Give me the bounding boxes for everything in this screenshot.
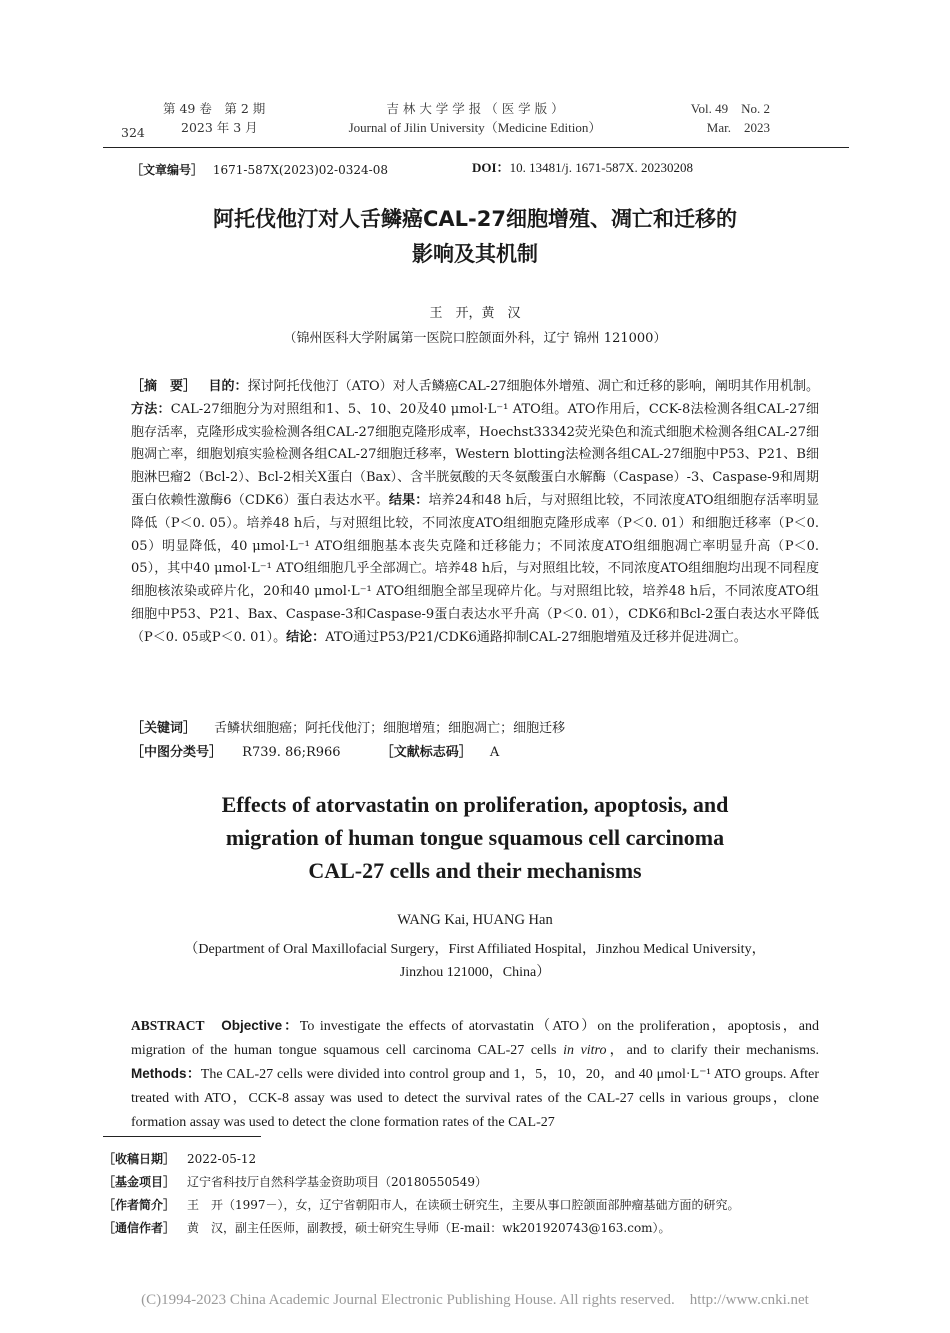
- footnote-text: 王 开（1997－），女，辽宁省朝阳市人，在读硕士研究生，主要从事口腔颌面部肿瘤基础方面的研究。: [187, 1198, 740, 1212]
- classification: [131, 742, 499, 764]
- footnote-received: [103, 1148, 256, 1171]
- page-number: 324: [121, 125, 145, 140]
- authors-cn: 王 开，黄 汉: [429, 306, 521, 321]
- doc-code-value: A: [489, 745, 500, 760]
- header-journal-en: Journal of Jilin University（Medicine Edition）: [348, 120, 602, 135]
- footnote-label: ［基金项目］: [103, 1175, 176, 1189]
- abstract-en-objective-a: To investigate the effects of atorvastatin（ATO）on the proliferation，apoptosis，and migration of the human tongue squamous cell carcinoma CAL-27 cells: [131, 1019, 820, 1058]
- doi-value: 10. 13481/j. 1671-587X. 20230208: [509, 160, 694, 175]
- keywords-cn: [131, 718, 565, 740]
- abstract-cn-label: ［摘 要］: [131, 379, 197, 394]
- keywords-cn-text: 舌鳞状细胞癌；阿托伐他汀；细胞增殖；细胞凋亡；细胞迁移: [214, 721, 566, 736]
- footnote-text: 辽宁省科技厅自然科学基金资助项目（20180550549）: [187, 1175, 487, 1189]
- affiliation-en-line1: （Department of Oral Maxillofacial Surgery，First Affiliated Hospital，Jinzhou Medical University，: [184, 942, 766, 957]
- abstract-en-methods: The CAL-27 cells were divided into control group and 1，5，10，20，and 40 μmol·L⁻¹ ATO groups. After treated with ATO，CCK-8 assay was used to detect the survival rates of the CAL-27 cells in various groups，clone formation assay was used to detect the clone formation rates of the CAL-27: [131, 1067, 819, 1130]
- article-number-label: ［文章编号］: [131, 163, 204, 177]
- affiliation-en-line2: Jinzhou 121000，China）: [399, 965, 551, 980]
- footnote-label: ［通信作者］: [103, 1221, 176, 1235]
- footnote-text: 2022-05-12: [187, 1152, 257, 1166]
- abstract-cn-methods: CAL-27细胞分为对照组和1、5、10、20及40 μmol·L⁻¹ ATO组。ATO作用后，CCK-8法检测各组CAL-27细胞存活率，克隆形成实验检测各组CAL-27细胞克隆形成率，Hoechst33342荧光染色和流式细胞术检测各组CAL-27细胞凋亡率，细胞划痕实验检测各组CAL-27细胞迁移率，Western blotting法检测各组CAL-27细胞中P53、P21、B细胞淋巴瘤2（Bcl-2）、Bcl-2相关X蛋白（Bax）、含半胱氨酸的天冬氨酸蛋白水解酶（Caspase）-3、Caspase-9和周期蛋白依赖性激酶6（CDK6）蛋白表达水平。: [131, 401, 819, 508]
- footnote-label: ［收稿日期］: [103, 1152, 176, 1166]
- article-number-value: 1671-587X(2023)02-0324-08: [212, 163, 388, 177]
- authors-en: WANG Kai, HUANG Han: [397, 912, 553, 928]
- abstract-cn-objective: 探讨阿托伐他汀（ATO）对人舌鳞癌CAL-27细胞体外增殖、凋亡和迁移的影响，阐明其作用机制。: [247, 379, 819, 394]
- doi-label: DOI：: [472, 160, 510, 175]
- header-date-cn: 2023 年 3 月: [181, 120, 258, 135]
- header-volume-cn: 第 49 卷 第 2 期: [163, 101, 266, 116]
- title-en-line3: CAL-27 cells and their mechanisms: [308, 858, 642, 883]
- keywords-cn-label: ［关键词］: [131, 721, 197, 736]
- title-en-line1: Effects of atorvastatin on proliferation, apoptosis, and: [221, 792, 729, 817]
- header-journal-cn: 吉 林 大 学 学 报 （ 医 学 版 ）: [386, 101, 564, 116]
- abstract-cn-results: 培养24和48 h后，与对照组比较，不同浓度ATO组细胞存活率明显降低（P＜0. 05）。培养48 h后，与对照组比较，不同浓度ATO组细胞克隆形成率（P＜0. 01）和细胞迁移率（P＜0. 05）明显降低，40 μmol·L⁻¹ ATO组细胞基本丧失克隆和迁移能力；不同浓度ATO组细胞凋亡率明显升高（P＜0. 05），其中40 μmol·L⁻¹ ATO组细胞几乎全部凋亡。培养48 h后，与对照组比较，不同浓度ATO组细胞均出现不同程度细胞核浓染或碎片化，20和40 μmol·L⁻¹ ATO组细胞全部呈现碎片化。与对照组比较，培养48 h后，不同浓度ATO组细胞中P53、P21、Bax、Caspase-3和Caspase-9蛋白表达水平升高（P＜0. 01），CDK6和Bcl-2蛋白表达水平降低（P＜0. 05或P＜0. 01）。: [131, 492, 819, 645]
- footnote-corresponding: [103, 1217, 671, 1240]
- clc-label: ［中图分类号］: [131, 745, 223, 760]
- abstract-cn: [131, 376, 819, 650]
- copyright-footer: (C)1994-2023 China Academic Journal Electronic Publishing House. All rights reserved. http://www.cnki.net: [141, 1292, 809, 1308]
- footnote-author: [103, 1194, 740, 1217]
- abstract-cn-objective-label: 目的：: [208, 379, 248, 394]
- header-date-en: Mar. 2023: [706, 120, 770, 135]
- abstract-en-objective-b: ，and to clarify their mechanisms.: [606, 1042, 820, 1058]
- clc-value: R739. 86;R966: [242, 745, 341, 760]
- abstract-cn-conclusion: ATO通过P53/P21/CDK6通路抑制CAL-27细胞增殖及迁移并促进凋亡。: [325, 629, 747, 645]
- article-number: [131, 160, 388, 180]
- abstract-en-label: ABSTRACT: [131, 1018, 205, 1033]
- abstract-cn-results-label: 结果：: [388, 492, 429, 508]
- footnote-rule: [103, 1136, 261, 1137]
- title-cn-line1: 阿托伐他汀对人舌鳞癌CAL-27细胞增殖、凋亡和迁移的: [213, 207, 737, 231]
- abstract-en-methods-label: Methods：: [131, 1066, 201, 1082]
- abstract-en-objective-label: Objective：: [221, 1018, 300, 1033]
- doi: [472, 158, 693, 178]
- footnote-label: ［作者简介］: [103, 1198, 176, 1212]
- abstract-cn-conclusion-label: 结论：: [286, 629, 326, 645]
- header-rule: [103, 147, 849, 148]
- header-volume-en: Vol. 49 No. 2: [690, 101, 770, 116]
- abstract-en-objective-italic: in vitro: [563, 1042, 607, 1058]
- title-cn-line2: 影响及其机制: [412, 242, 538, 266]
- abstract-cn-methods-label: 方法：: [131, 401, 171, 417]
- abstract-en: [131, 1014, 819, 1135]
- affiliation-cn: （锦州医科大学附属第一医院口腔颌面外科，辽宁 锦州 121000）: [283, 331, 667, 346]
- doc-code-label: ［文献标志码］: [380, 745, 472, 760]
- footnote-fund: [103, 1171, 487, 1194]
- footnote-text: 黄 汉，副主任医师，副教授，硕士研究生导师（E-mail：wk201920743@163.com）。: [187, 1221, 671, 1235]
- title-en-line2: migration of human tongue squamous cell carcinoma: [225, 825, 725, 850]
